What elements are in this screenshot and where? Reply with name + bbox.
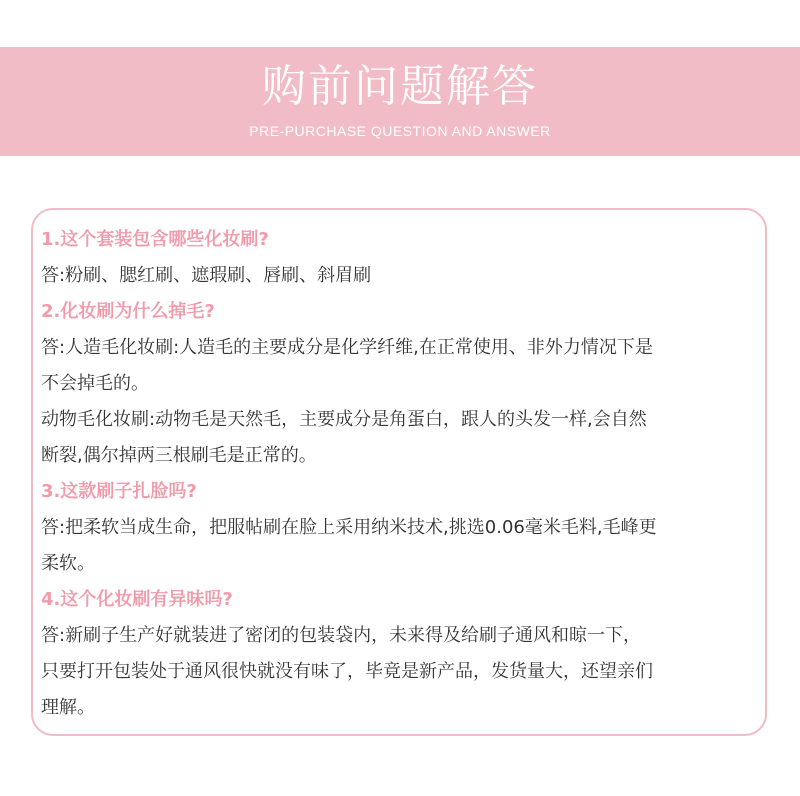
answer-3-line-2: 柔软。 bbox=[41, 553, 95, 574]
answer-4-line-2: 只要打开包装处于通风很快就没有味了，毕竟是新产品，发货量大，还望亲们 bbox=[41, 661, 653, 682]
answer-4-line-3: 理解。 bbox=[41, 697, 95, 718]
qa-list bbox=[41, 222, 771, 726]
answer-2-line-3: 动物毛化妆刷:动物毛是天然毛，主要成分是角蛋白，跟人的头发一样,会自然 bbox=[41, 409, 647, 430]
header-banner bbox=[0, 47, 800, 156]
answer-1-line-1: 答:粉刷、腮红刷、遮瑕刷、唇刷、斜眉刷 bbox=[41, 265, 372, 286]
page-title: 购前问题解答 bbox=[262, 61, 538, 112]
question-4: 4.这个化妆刷有异味吗? bbox=[41, 589, 233, 610]
answer-4-line-1: 答:新刷子生产好就装进了密闭的包装袋内，未来得及给刷子通风和晾一下， bbox=[41, 625, 642, 646]
question-3: 3.这款刷子扎脸吗? bbox=[41, 481, 197, 502]
page-subtitle: PRE-PURCHASE QUESTION AND ANSWER bbox=[249, 123, 551, 139]
question-1: 1.这个套装包含哪些化妆刷? bbox=[41, 229, 269, 250]
answer-2-line-4: 断裂,偶尔掉两三根刷毛是正常的。 bbox=[41, 445, 317, 466]
question-2: 2.化妆刷为什么掉毛? bbox=[41, 301, 215, 322]
answer-3-line-1: 答:把柔软当成生命，把服帖刷在脸上采用纳米技术,挑选0.06毫米毛料,毛峰更 bbox=[41, 517, 657, 538]
answer-2-line-2: 不会掉毛的。 bbox=[41, 373, 149, 394]
answer-2-line-1: 答:人造毛化妆刷:人造毛的主要成分是化学纤维,在正常使用、非外力情况下是 bbox=[41, 337, 653, 358]
